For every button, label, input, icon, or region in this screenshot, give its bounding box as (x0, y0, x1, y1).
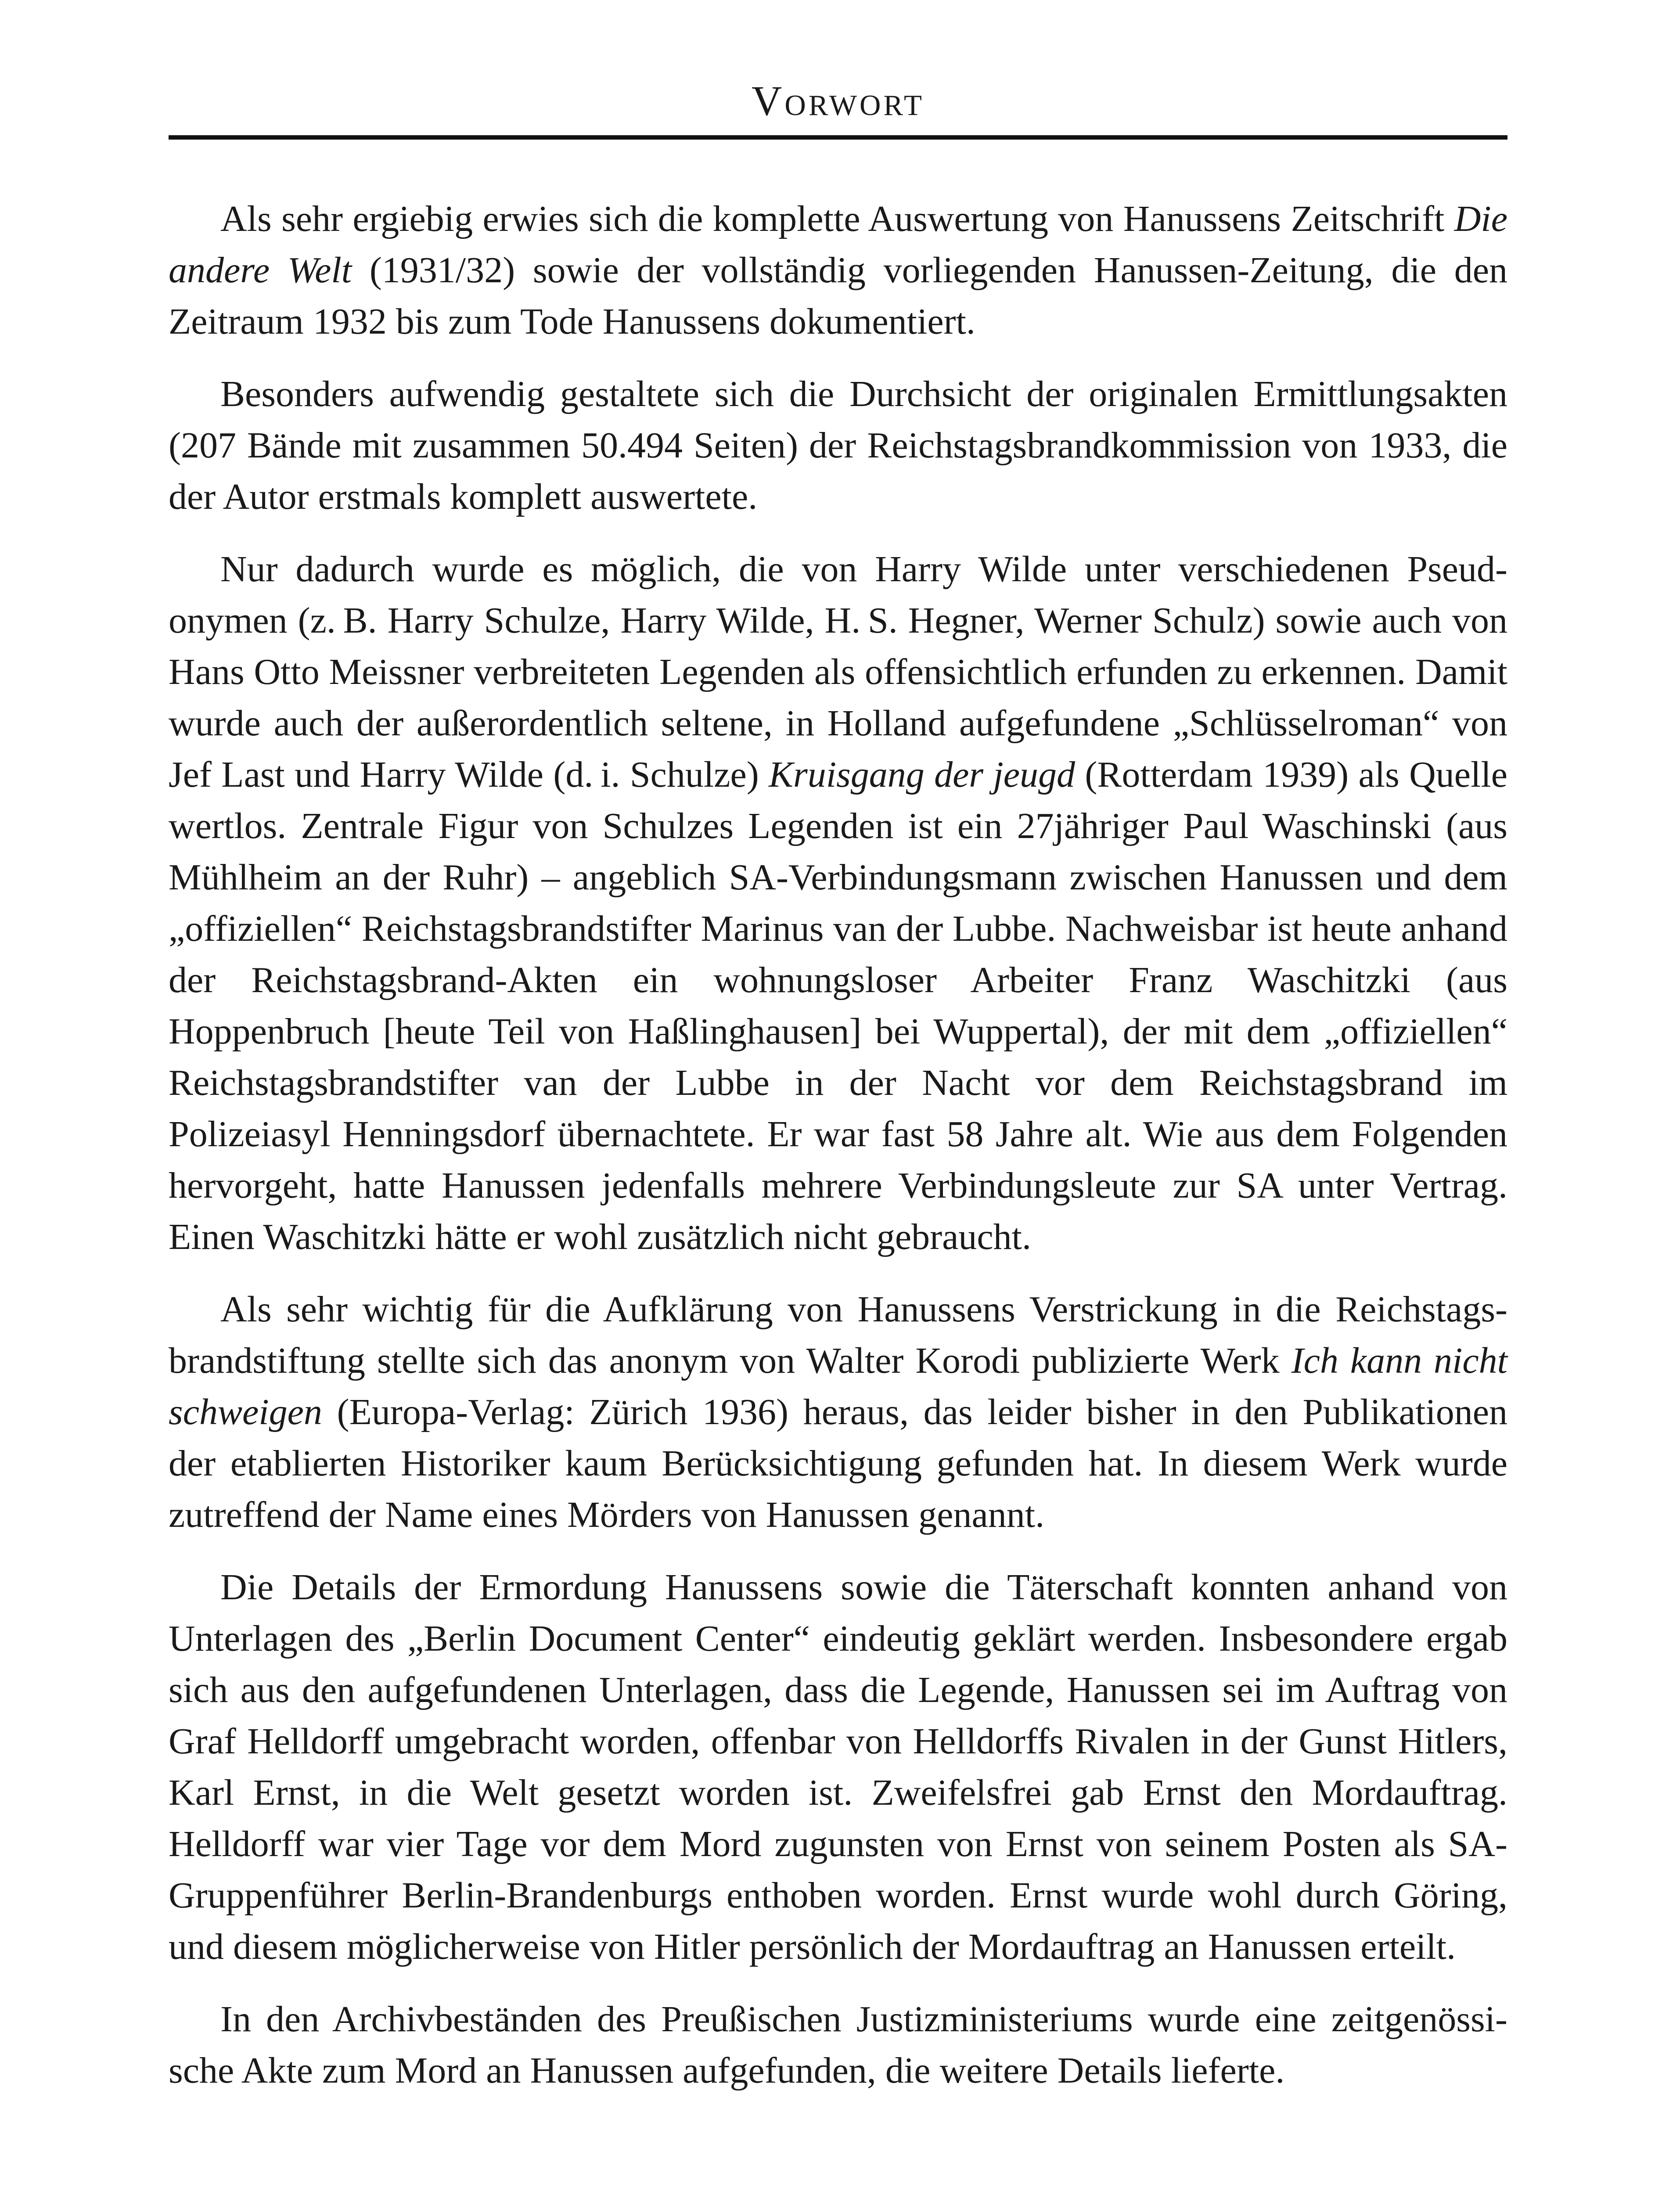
body-text (169, 193, 1507, 2117)
paragraph (169, 1993, 1507, 2096)
paragraph-text: In den Archivbeständen des Preußischen Justizministeriums wurde eine zeitgenössische Akte zum Mord an Hanussen aufgefunden, die weitere Details lieferte. (169, 1999, 1507, 2091)
paragraph-text: Als sehr wichtig für die Aufklärung von Hanussens Verstrickung in die Reichstagsbrandstiftung stellte sich das anonym von Walter Korodi publizierte Werk (169, 1289, 1507, 1381)
paragraph-text: (1931/32) sowie der vollständig vorliegenden Hanussen-Zeitung, die den Zeitraum 1932 bis zum Tode Hanussens dokumentiert. (169, 250, 1508, 342)
paragraph-text: Besonders aufwendig gestaltete sich die Durchsicht der originalen Ermittlungsakten (207 Bände mit zusammen 50.494 Seiten) der Reichstagsbrandkommission von 1933, die der Autor erstmals komplett auswertete. (169, 374, 1507, 517)
paragraph-text: Als sehr ergiebig erwies sich die komplette Auswertung von Hanussens Zeitschrift (220, 198, 1454, 239)
header-rule (169, 135, 1507, 140)
paragraph (169, 1284, 1507, 1540)
paragraph-text: (Europa-Verlag: Zürich 1936) heraus, das leider bisher in den Publikationen der etablierten Historiker kaum Berücksichtigung gefunden hat. In diesem Werk wurde zutreffend der Name eines Mörders von Hanussen genannt. (169, 1392, 1507, 1535)
book-title: Kruisgang der jeugd (769, 754, 1075, 795)
book-title: Ich kann nicht schweigen (169, 1340, 1508, 1432)
paragraph (169, 193, 1507, 347)
paragraph-text: Nur dadurch wurde es möglich, die von Harry Wilde unter verschiedenen Pseudonymen (z. B. Harry Schulze, Harry Wilde, H. S. Hegner, Werner Schulz) sowie auch von Hans Otto Meissner verbreiteten Legenden als offensichtlich erfunden zu erkennen. Damit wurde auch der außerordentlich seltene, in Holland aufgefundene „Schlüsselroman“ von Jef Last und Harry Wilde (d. i. Schulze) (169, 549, 1507, 795)
running-head: Vorwort (752, 77, 925, 124)
book-title: Die andere Welt (169, 198, 1507, 291)
paragraph-text: (Rotterdam 1939) als Quelle wertlos. Zentrale Figur von Schulzes Legenden ist ein 27jähriger Paul Waschinski (aus Mühlheim an der Ruhr) – angeblich SA-Verbindungsmann zwischen Hanussen und dem „offiziellen“ Reichstagsbrandstifter Marinus van der Lubbe. Nachweisbar ist heute anhand der Reichstagsbrand-Akten ein wohnungsloser Arbeiter Franz Waschitzki (aus Hoppenbruch [heute Teil von Haßlinghausen] bei Wuppertal), der mit dem „offiziellen“ Reichstagsbrandstifter van der Lubbe in der Nacht vor dem Reichstagsbrand im Polizeiasyl Henningsdorf übernachtete. Er war fast 58 Jahre alt. Wie aus dem Folgenden hervorgeht, hatte Hanussen jedenfalls mehrere Verbindungsleute zur SA unter Vertrag. Einen Waschitzki hätte er wohl zusätzlich nicht gebraucht. (169, 754, 1507, 1257)
paragraph (169, 368, 1507, 522)
paragraph (169, 1562, 1507, 1972)
paragraph-text: Die Details der Ermordung Hanussens sowie die Täterschaft konnten anhand von Unterlagen des „Berlin Document Center“ eindeutig geklärt werden. Insbesondere ergab sich aus den aufgefundenen Unterlagen, dass die Legende, Hanussen sei im Auftrag von Graf Helldorff umgebracht worden, offenbar von Helldorffs Rivalen in der Gunst Hitlers, Karl Ernst, in die Welt gesetzt worden ist. Zweifelsfrei gab Ernst den Mordauftrag. Helldorff war vier Tage vor dem Mord zugunsten von Ernst von seinem Posten als SA-Gruppenführer Berlin-Brandenburgs enthoben worden. Ernst wurde wohl durch Göring, und diesem möglicherweise von Hitler persönlich der Mordauftrag an Hanussen erteilt. (169, 1567, 1507, 1967)
paragraph (169, 543, 1507, 1263)
